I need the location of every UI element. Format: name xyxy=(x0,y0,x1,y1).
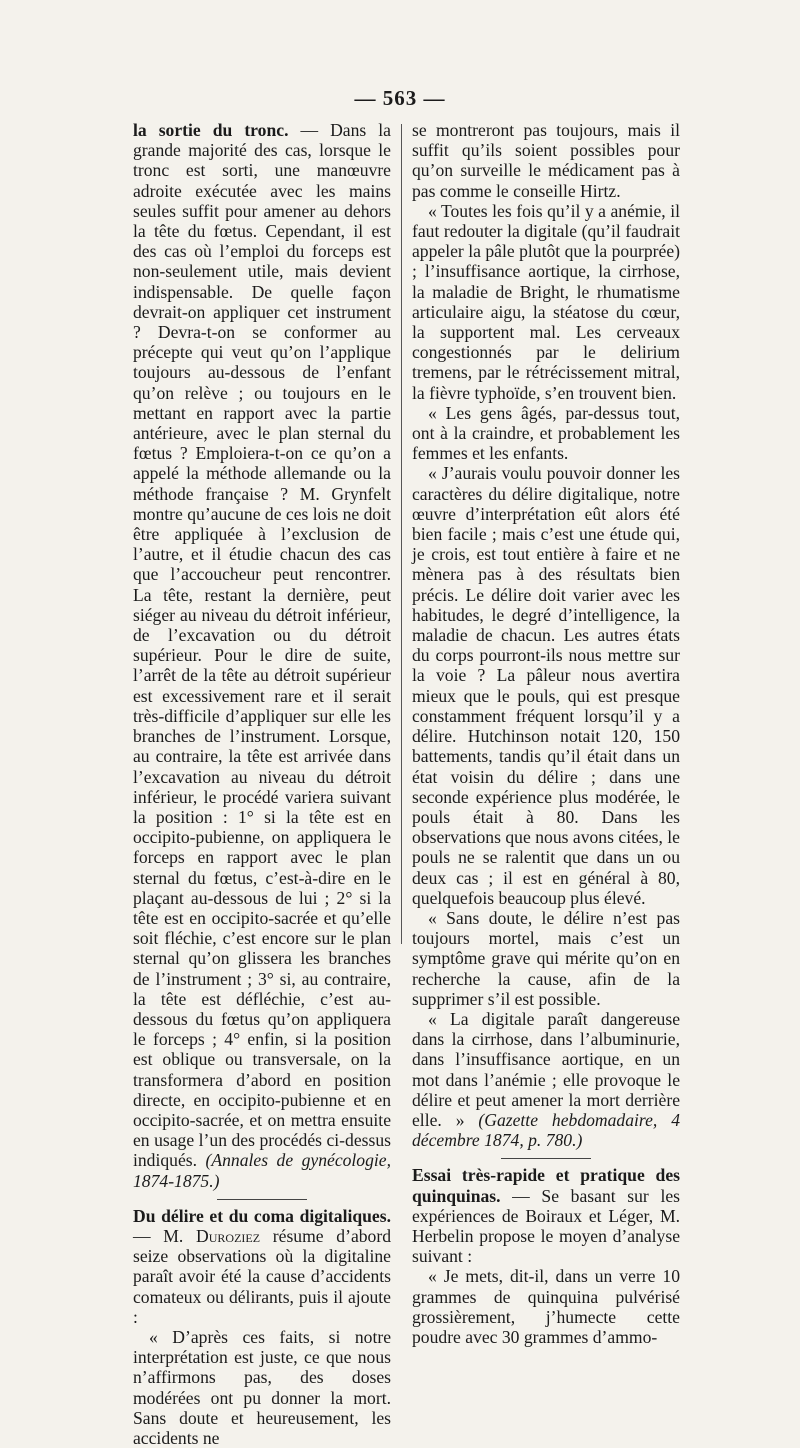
page-number: — 563 — xyxy=(354,86,446,110)
paragraph-quinquinas xyxy=(412,1165,680,1266)
paragraph-caracteres: « J’aurais voulu pouvoir donner les caractères du délire digitalique, notre œuvre d’interprétation eût alors été bien facile ; mais c’est une étude qui, je crois, est tout entière à faire et ne mènera pas à des résultats bien précis. Le délire doit varier avec les habitudes, le degré d’intelligence, la maladie de chacun. Les autres états du corps pourront-ils nous mettre sur la voie ? La pâleur nous avertira mieux que le pouls, qui est presque constamment fréquent lorsqu’il y a délire. Hutchinson notait 120, 150 battements, tandis qu’il était dans un état voisin du délire ; dans une seconde expérience plus modérée, le pouls était à 80. Dans les observations que nous avons citées, le pouls ne se ralentit que dans un ou deux cas ; il est en général à 80, quelquefois beaucoup plus élevé. xyxy=(412,463,680,908)
right-column xyxy=(412,120,680,1347)
paragraph-forceps xyxy=(133,120,391,1191)
paragraph-text: résume d’abord seize observations où la digitaline paraît avoir été la cause d’accidents comateux ou délirants, puis il ajoute : xyxy=(133,1225,391,1327)
section-rule xyxy=(217,1199,307,1200)
section-heading: la sortie du tronc. xyxy=(133,120,289,140)
paragraph-text: — Dans la grande majorité des cas, lorsque le tronc est sorti, une manœuvre adroite exécutée avec les mains seules suffit pour amener au dehors la tête du fœtus. Cependant, il est des cas où l’emploi du forceps est non-seulement utile, mais devient indispensable. De quelle façon devrait-on appliquer cet instrument ? Devra-t-on se conformer au précepte qui veut qu’on l’applique toujours au-dessous de l’enfant qu’on relève ; ou toujours en le mettant en rapport avec la partie antérieure, avec le plan sternal du fœtus ? Emploiera-t-on ce qu’on a appelé la méthode allemande ou la méthode française ? M. Grynfelt montre qu’aucune de ces lois ne doit être appliquée à l’exclusion de l’autre, et il étudie chacun des cas que l’accoucheur peut rencontrer. La tête, restant la dernière, peut siéger au niveau du détroit inférieur, de l’excavation ou du détroit supérieur. Pour le dire de suite, l’arrêt de la tête au détroit supérieur est excessivement rare et il serait très-difficile d’appliquer sur elle les branches de l’instrument. Lorsque, au contraire, la tête est arrivée dans l’excavation au niveau du détroit inférieur, le procédé variera suivant la position : 1° si la tête est en occipito-pubienne, on appliquera le forceps en rapport avec le plan sternal du fœtus, c’est-à-dire en le plaçant au-dessous de lui ; 2° si la tête est en occipito-sacrée et qu’elle soit fléchie, c’est encore sur le plan sternal qu’on glissera les branches de l’instrument ; 3° si, au contraire, la tête est défléchie, c’est au-dessous du fœtus qu’on appliquera le forceps ; 4° enfin, si la position est oblique ou transversale, on la transformera d’abord en position directe, en occipito-pubienne et en occipito-sacrée, et on mettra ensuite en usage l’un des procédés ci-dessus indiqués. xyxy=(133,120,391,1171)
citation: (Annales de gynécologie, 1874-1875.) xyxy=(133,1150,391,1191)
citation: (Gazette hebdomadaire, 4 décembre 1874, p. 780.) xyxy=(412,1109,680,1151)
paragraph-sans-doute: « Sans doute, le délire n’est pas toujours mortel, mais c’est un symptôme grave qui mérite qu’on en recherche la cause, afin de la supprimer s’il est possible. xyxy=(412,907,680,1009)
author-name: Duroziez xyxy=(196,1225,261,1246)
paragraph-gens-ages: « Les gens âgés, par-dessus tout, ont à la craindre, et probablement les femmes et les enfants. xyxy=(412,402,680,464)
paragraph-text: « La digitale paraît dangereuse dans la cirrhose, dans l’albuminurie, dans l’insuffisance aortique, en un mot dans l’anémie ; elle provoque le délire et peut amener la mort derrière elle. » xyxy=(412,1008,680,1130)
section-rule xyxy=(501,1158,591,1159)
left-column xyxy=(133,120,391,1448)
paragraph-digitale xyxy=(412,1009,680,1150)
column-divider xyxy=(401,124,402,944)
paragraph-text: — M. xyxy=(133,1225,197,1246)
paragraph-delire-intro xyxy=(133,1206,391,1327)
section-heading: Essai très-rapide et pratique des quinquinas. xyxy=(412,1165,680,1206)
paragraph-text: — Se basant sur les expériences de Boiraux et Léger, M. Herbelin propose le moyen d’analyse suivant : xyxy=(412,1185,680,1267)
paragraph-quote: « D’après ces faits, si notre interprétation est juste, ce que nous n’affirmons pas, des doses modérées ont pu donner la mort. Sans doute et heureusement, les accidents ne xyxy=(133,1326,391,1448)
paragraph-methode: « Je mets, dit-il, dans un verre 10 grammes de quinquina pulvérisé grossièrement, j’humecte cette poudre avec 30 grammes d’ammo- xyxy=(412,1266,680,1347)
section-heading: Du délire et du coma digitaliques. xyxy=(133,1205,391,1226)
paragraph-continuation: se montreront pas toujours, mais il suffit qu’ils soient possibles pour qu’on surveille le médicament pas à pas comme le conseille Hirtz. xyxy=(412,120,680,201)
paragraph-anemie: « Toutes les fois qu’il y a anémie, il faut redouter la digitale (qu’il faudrait appeler la pâle plutôt que la pourprée) ; l’insuffisance aortique, la cirrhose, la maladie de Bright, le rhumatisme articulaire aigu, la stéatose du cœur, la supportent mal. Les cerveaux congestionnés par le delirium tremens, par le rétrécissement mitral, la fièvre typhoïde, s’en trouvent bien. xyxy=(412,200,680,403)
